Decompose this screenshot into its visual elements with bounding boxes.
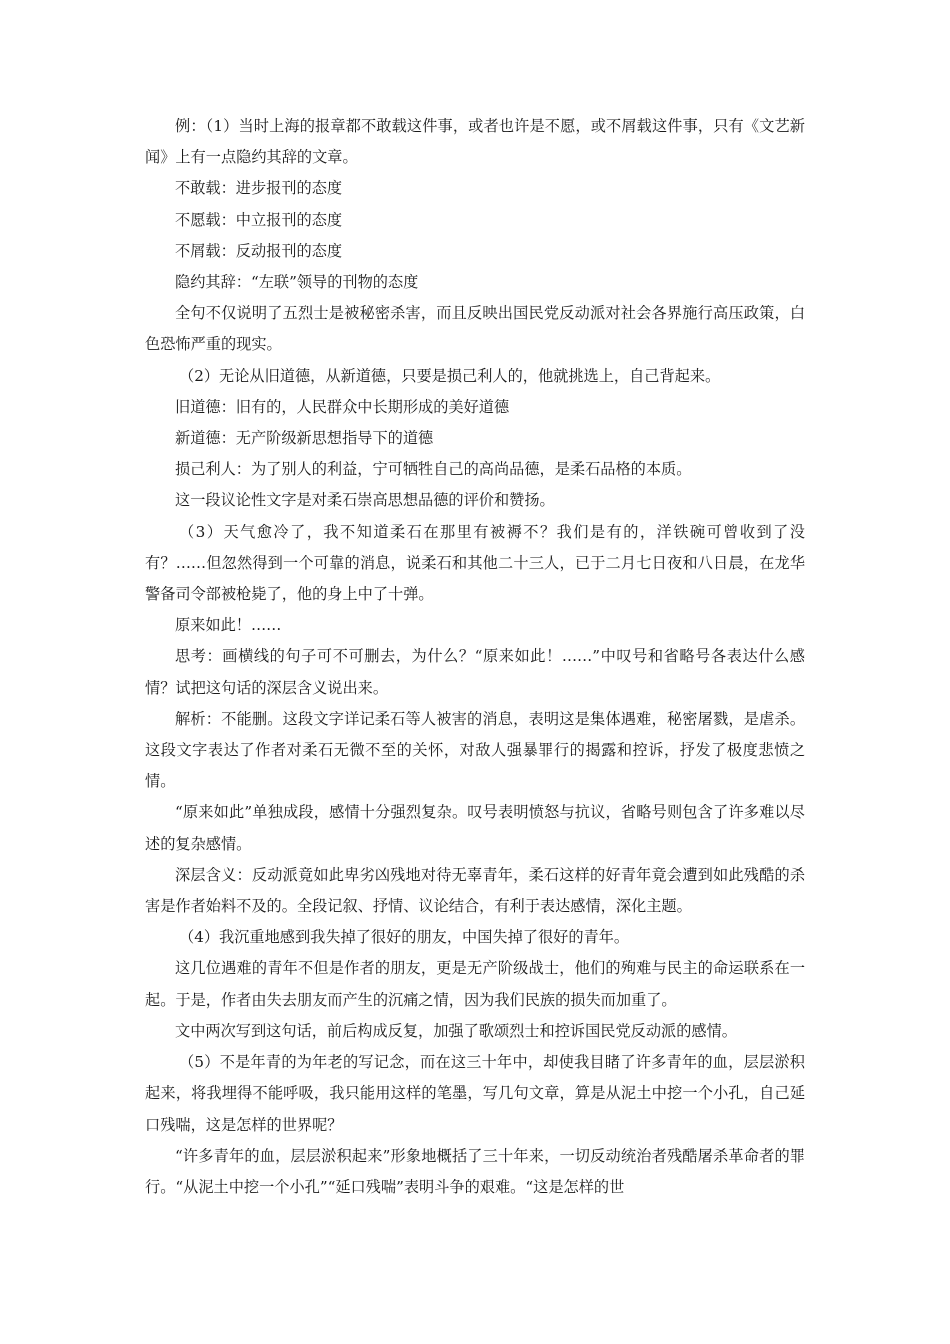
paragraph-self-sacrifice: 损己利人：为了别人的利益，宁可牺牲自己的高尚品德，是柔石品格的本质。 <box>175 460 692 479</box>
paragraph-deep-meaning: 深层含义：反动派竟如此卑劣凶残地对待无辜青年，柔石这样的好青年竟会遭到如此残酷的杀害是作者始料不及的。全段记叙、抒情、议论结合，有利于表达感情，深化主题。 <box>145 865 805 916</box>
document-page <box>145 111 805 1203</box>
paragraph-example-4: （4）我沉重地感到我失掉了很好的朋友，中国失掉了很好的青年。 <box>179 928 630 947</box>
paragraph-old-morality: 旧道德：旧有的，人民群众中长期形成的美好道德 <box>175 397 510 416</box>
paragraph-example-1: 例：（1）当时上海的报章都不敢载这件事，或者也许是不愿，或不屑载这件事，只有《文艺新闻》上有一点隐约其辞的文章。 <box>145 117 805 167</box>
paragraph-analysis: 解析：不能删。这段文字详记柔石等人被害的消息，表明这是集体遇难，秘密屠戮，是虐杀。这段文字表达了作者对柔石无微不至的关怀，对敌人强暴罪行的揭露和控诉，抒发了极度悲愤之情。 <box>145 709 805 791</box>
paragraph-so-it-was: 原来如此！…… <box>175 616 282 635</box>
paragraph-disdain: 不屑载：反动报刊的态度 <box>175 241 343 260</box>
paragraph-not-dare: 不敢载：进步报刊的态度 <box>175 179 343 198</box>
paragraph-comment: 这一段议论性文字是对柔石崇高思想品德的评价和赞扬。 <box>175 491 555 510</box>
paragraph-example-3: （3）天气愈冷了，我不知道柔石在那里有被褥不？我们是有的，洋铁碗可曾收到了没有？……但忽然得到一个可靠的消息，说柔石和其他二十三人，已于二月七日夜和八日晨，在龙华警备司令部被枪毙了，他的身上中了十弹。 <box>145 522 805 604</box>
paragraph-martyrs: 这几位遇难的青年不但是作者的朋友，更是无产阶级战士，他们的殉难与民主的命运联系在一起。于是，作者由失去朋友而产生的沉痛之情，因为我们民族的损失而加重了。 <box>145 959 805 1009</box>
paragraph-example-2: （2）无论从旧道德，从新道德，只要是损己利人的，他就挑选上，自己背起来。 <box>179 366 721 385</box>
paragraph-question: 思考：画横线的句子可不可删去，为什么？“原来如此！……”中叹号和省略号各表达什么感情？试把这句话的深层含义说出来。 <box>145 647 805 697</box>
paragraph-blood: “许多青年的血，层层淤积起来”形象地概括了三十年来，一切反动统治者残酷屠杀革命者的罪行。“从泥土中挖一个小孔”“延口残喘”表明斗争的艰难。“这是怎样的世 <box>145 1146 805 1196</box>
paragraph-repetition: 文中两次写到这句话，前后构成反复，加强了歌颂烈士和控诉国民党反动派的感情。 <box>175 1021 737 1040</box>
paragraph-vague: 隐约其辞：“左联”领导的刊物的态度 <box>175 273 419 292</box>
paragraph-new-morality: 新道德：无产阶级新思想指导下的道德 <box>175 429 434 448</box>
paragraph-example-5: （5）不是年青的为年老的写记念，而在这三十年中，却使我目睹了许多青年的血，层层淤积起来，将我埋得不能呼吸，我只能用这样的笔墨，写几句文章，算是从泥土中挖一个小孔，自己延口残喘，这是怎样的世界呢？ <box>145 1053 805 1134</box>
paragraph-not-willing: 不愿载：中立报刊的态度 <box>175 210 343 229</box>
paragraph-sentence-analysis: 全句不仅说明了五烈士是被秘密杀害，而且反映出国民党反动派对社会各界施行高压政策，白色恐怖严重的现实。 <box>145 304 805 354</box>
paragraph-exclamation: “原来如此”单独成段，感情十分强烈复杂。叹号表明愤怒与抗议，省略号则包含了许多难以尽述的复杂感情。 <box>145 803 805 853</box>
